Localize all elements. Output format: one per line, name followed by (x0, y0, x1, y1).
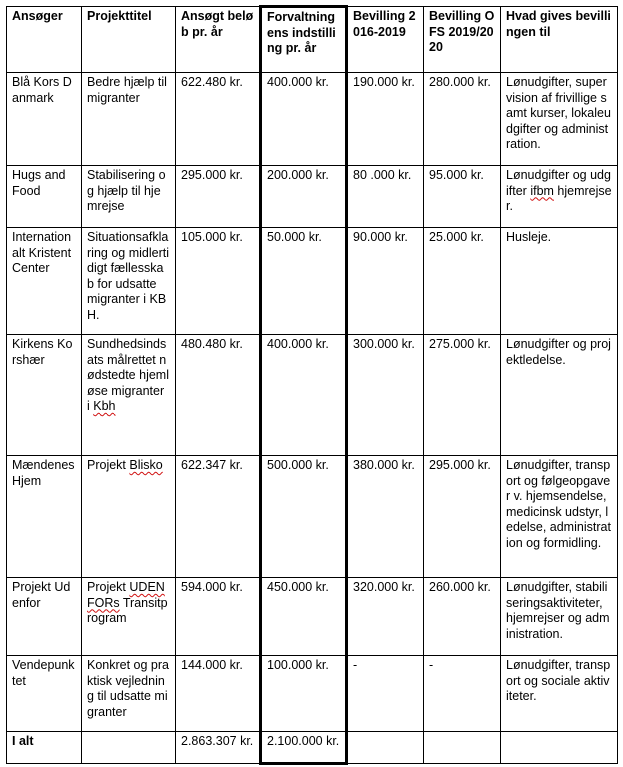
cell-project-title (82, 578, 176, 656)
cell-grant-2016: 300.000 kr. (347, 335, 424, 456)
cell-applicant: Projekt Udenfor (7, 578, 82, 656)
spellcheck-word: Blisko (129, 458, 163, 472)
cell-grant-ofs: 295.000 kr. (424, 456, 501, 578)
header-requested-amount: Ansøgt beløb pr. år (176, 7, 261, 73)
cell-grant-ofs: 275.000 kr. (424, 335, 501, 456)
cell-project-title: Stabilisering og hjælp til hjemrejse (82, 166, 176, 228)
cell-grant-2016: 320.000 kr. (347, 578, 424, 656)
project-text: Projekt (87, 580, 130, 594)
header-project-title: Projekttitel (82, 7, 176, 73)
project-text: Transitprogram (87, 595, 168, 625)
header-grant-ofs: Bevilling OFS 2019/2020 (424, 7, 501, 73)
cell-purpose: Husleje. (501, 228, 618, 335)
cell-grant-ofs: 260.000 kr. (424, 578, 501, 656)
cell-recommendation: 400.000 kr. (261, 335, 347, 456)
cell-grant-2016: 80 .000 kr. (347, 166, 424, 228)
cell-applicant: Mændenes Hjem (7, 456, 82, 578)
cell-grant-2016: 190.000 kr. (347, 73, 424, 166)
total-requested: 2.863.307 kr. (176, 732, 261, 764)
cell-requested: 295.000 kr. (176, 166, 261, 228)
cell-applicant: Vendepunktet (7, 656, 82, 732)
cell-purpose: Lønudgifter, supervision af frivillige samt kurser, lokaleudgifter og administration. (501, 73, 618, 166)
header-row (7, 7, 618, 73)
cell-purpose: Lønudgifter, transport og sociale aktiviteter. (501, 656, 618, 732)
cell-grant-ofs: 95.000 kr. (424, 166, 501, 228)
cell-requested: 144.000 kr. (176, 656, 261, 732)
header-applicant: Ansøger (7, 7, 82, 73)
purpose-text: Lønudgifter og udgifter (506, 168, 611, 198)
cell-recommendation: 100.000 kr. (261, 656, 347, 732)
total-label: I alt (7, 732, 82, 764)
cell-grant-2016: 380.000 kr. (347, 456, 424, 578)
cell-grant-2016: - (347, 656, 424, 732)
cell-purpose: Lønudgifter, stabiliseringsaktiviteter, hjemrejser og administration. (501, 578, 618, 656)
cell-recommendation: 400.000 kr. (261, 73, 347, 166)
cell-applicant: Blå Kors Danmark (7, 73, 82, 166)
cell-requested: 622.347 kr. (176, 456, 261, 578)
header-grant-purpose: Hvad gives bevillingen til (501, 7, 618, 73)
project-text: Sundhedsindsats målrettet nødstedte hjemløse migranter i (87, 337, 169, 413)
table-row (7, 166, 618, 228)
cell-purpose (501, 732, 618, 764)
header-recommendation: Forvaltningens indstilling pr. år (261, 7, 347, 73)
cell-requested: 480.480 kr. (176, 335, 261, 456)
table-row (7, 578, 618, 656)
table-row (7, 73, 618, 166)
table-row (7, 228, 618, 335)
cell-project-title: Konkret og praktisk vejledning til udsatte migranter (82, 656, 176, 732)
spellcheck-word: UDENFORs (87, 580, 165, 610)
table-row (7, 335, 618, 456)
grants-table (6, 5, 618, 765)
cell-grant-2016: 90.000 kr. (347, 228, 424, 335)
cell-project-title: Situationsafklaring og midlertidigt fællesskab for udsatte migranter i KBH. (82, 228, 176, 335)
cell-grant-ofs: 25.000 kr. (424, 228, 501, 335)
cell-project-title (82, 732, 176, 764)
purpose-text: hjemrejser. (506, 183, 612, 213)
table-row (7, 456, 618, 578)
cell-recommendation: 200.000 kr. (261, 166, 347, 228)
header-grant-2016-2019: Bevilling 2016-2019 (347, 7, 424, 73)
cell-purpose: Lønudgifter og projektledelse. (501, 335, 618, 456)
cell-requested: 105.000 kr. (176, 228, 261, 335)
cell-grant-2016 (347, 732, 424, 764)
cell-requested: 594.000 kr. (176, 578, 261, 656)
cell-applicant: Kirkens Korshær (7, 335, 82, 456)
cell-purpose: Lønudgifter, transport og følgeopgaver v. hjemsendelse, medicinsk udstyr, ledelse, administration og formidling. (501, 456, 618, 578)
total-recommendation: 2.100.000 kr. (261, 732, 347, 764)
cell-applicant: Hugs and Food (7, 166, 82, 228)
table-row (7, 656, 618, 732)
cell-grant-ofs: 280.000 kr. (424, 73, 501, 166)
cell-purpose (501, 166, 618, 228)
cell-recommendation: 500.000 kr. (261, 456, 347, 578)
cell-grant-ofs (424, 732, 501, 764)
total-row (7, 732, 618, 764)
cell-project-title: Bedre hjælp til migranter (82, 73, 176, 166)
cell-applicant: Internationalt Kristent Center (7, 228, 82, 335)
cell-recommendation: 450.000 kr. (261, 578, 347, 656)
spellcheck-word: ifbm (530, 183, 554, 198)
cell-project-title (82, 456, 176, 578)
cell-grant-ofs: - (424, 656, 501, 732)
cell-recommendation: 50.000 kr. (261, 228, 347, 335)
cell-requested: 622.480 kr. (176, 73, 261, 166)
project-text: Projekt (87, 458, 130, 472)
cell-project-title (82, 335, 176, 456)
spellcheck-word: Kbh (93, 399, 116, 413)
